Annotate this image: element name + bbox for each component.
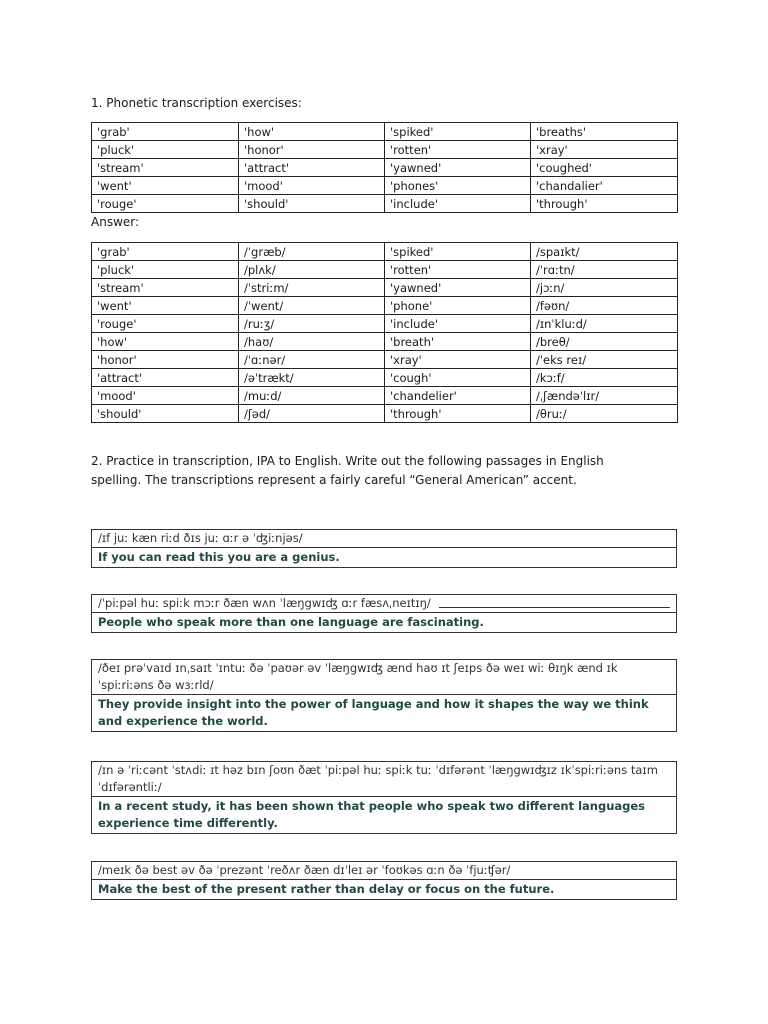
table-cell: 'xray' (385, 351, 531, 369)
table-cell: /ɪnˈkluːd/ (531, 315, 678, 333)
table-cell: 'spiked' (385, 123, 531, 141)
table-cell: 'mood' (92, 387, 239, 405)
passage-english: In a recent study, it has been shown that people who speak two different languages experience time differently. (98, 799, 646, 830)
table-cell: /əˈtrækt/ (239, 369, 385, 387)
table-cell: 'include' (385, 195, 531, 213)
table-cell: /ˌʃændəˈlɪr/ (531, 387, 678, 405)
exercise-table (91, 122, 678, 213)
answer-label: Answer: (91, 215, 140, 229)
table-row (92, 243, 678, 261)
table-cell: /ˈgræb/ (239, 243, 385, 261)
passage-english: They provide insight into the power of language and how it shapes the way we think and experience the world. (98, 697, 649, 728)
table-row (92, 177, 678, 195)
passage-english: Make the best of the present rather than delay or focus on the future. (98, 882, 555, 896)
table-row (92, 351, 678, 369)
passage-box-3 (91, 659, 677, 732)
table-cell: 'phones' (385, 177, 531, 195)
table-cell: 'honor' (92, 351, 239, 369)
table-cell: 'pluck' (92, 141, 239, 159)
passage-english: People who speak more than one language are fascinating. (98, 615, 484, 629)
table-cell: 'went' (92, 177, 239, 195)
table-cell: /ˈwent/ (239, 297, 385, 315)
table-cell: /θruː/ (531, 405, 678, 423)
table-cell: 'spiked' (385, 243, 531, 261)
table-cell: /kɔːf/ (531, 369, 678, 387)
table-cell: 'should' (92, 405, 239, 423)
table-cell: /ruːʒ/ (239, 315, 385, 333)
section1-heading: 1. Phonetic transcription exercises: (91, 96, 302, 110)
passage-ipa: /ðeɪ prəˈvaɪd ɪnˌsaɪt ˈɪntuː ðə ˈpaʊər əv ˈlæŋgwɪʤ ænd haʊ ɪt ʃeɪps ðə weɪ wiː θɪŋk ænd ɪkˈspiːriːəns ðə wɜːrld/ (92, 660, 676, 695)
table-cell: 'mood' (239, 177, 385, 195)
table-cell: 'rouge' (92, 315, 239, 333)
table-cell: 'cough' (385, 369, 531, 387)
table-cell: 'xray' (531, 141, 678, 159)
table-cell: 'yawned' (385, 159, 531, 177)
answer-line (439, 606, 670, 608)
passage-ipa: /ɪn ə ˈriːcənt ˈstʌdiː ɪt həz bɪn ʃoʊn ðæt ˈpiːpəl huː spiːk tuː ˈdɪfərənt ˈlæŋgwɪʤɪz ɪkˈspiːriːəns taɪm ˈdɪfərəntliː/ (92, 762, 676, 797)
table-cell: /ʃəd/ (239, 405, 385, 423)
table-cell: 'pluck' (92, 261, 239, 279)
table-cell: 'rotten' (385, 141, 531, 159)
table-row (92, 297, 678, 315)
table-row (92, 123, 678, 141)
answer-table (91, 242, 678, 423)
table-cell: 'coughed' (531, 159, 678, 177)
passage-box-1 (91, 529, 677, 568)
passage-box-2 (91, 594, 677, 633)
table-cell: 'breaths' (531, 123, 678, 141)
table-cell: 'attract' (92, 369, 239, 387)
table-cell: 'went' (92, 297, 239, 315)
table-cell: 'how' (239, 123, 385, 141)
table-cell: 'yawned' (385, 279, 531, 297)
section2-paragraph: 2. Practice in transcription, IPA to English. Write out the following passages in English spelling. The transcriptions represent a fairly careful “General American” accent. (91, 454, 604, 487)
table-cell: /muːd/ (239, 387, 385, 405)
table-row (92, 315, 678, 333)
table-row (92, 159, 678, 177)
table-row (92, 195, 678, 213)
table-row (92, 333, 678, 351)
table-cell: 'honor' (239, 141, 385, 159)
table-cell: 'stream' (92, 279, 239, 297)
table-row (92, 279, 678, 297)
table-cell: 'should' (239, 195, 385, 213)
table-row (92, 141, 678, 159)
table-cell: 'rouge' (92, 195, 239, 213)
table-cell: 'breath' (385, 333, 531, 351)
passage-english: If you can read this you are a genius. (98, 550, 340, 564)
table-cell: /ˈɑːnər/ (239, 351, 385, 369)
table-cell: 'phone' (385, 297, 531, 315)
passage-ipa-row (92, 595, 676, 613)
passage-ipa: /ɪf juː kæn riːd ðɪs juː ɑːr ə ˈʤiːnjəs/ (92, 530, 676, 548)
passage-box-4 (91, 761, 677, 834)
table-row (92, 405, 678, 423)
table-cell: /plʌk/ (239, 261, 385, 279)
table-cell: 'grab' (92, 123, 239, 141)
passage-box-5 (91, 861, 677, 900)
table-cell: /spaɪkt/ (531, 243, 678, 261)
table-cell: /ˈstriːm/ (239, 279, 385, 297)
table-cell: 'grab' (92, 243, 239, 261)
table-cell: 'how' (92, 333, 239, 351)
table-cell: /ˈrɑːtn/ (531, 261, 678, 279)
table-cell: /breθ/ (531, 333, 678, 351)
table-cell: 'attract' (239, 159, 385, 177)
table-cell: 'chandalier' (531, 177, 678, 195)
table-row (92, 369, 678, 387)
table-cell: 'through' (531, 195, 678, 213)
table-cell: 'chandelier' (385, 387, 531, 405)
passage-ipa: /ˈpiːpəl huː spiːk mɔːr ðæn wʌn ˈlæŋgwɪʤ ɑːr fæsʌˌneɪtɪŋ/ (98, 596, 431, 610)
table-row (92, 261, 678, 279)
passage-ipa: /meɪk ðə best əv ðə ˈprezənt ˈreðʌr ðæn dɪˈleɪ ər ˈfoʊkəs ɑːn ðə ˈfjuːʧər/ (92, 862, 676, 880)
table-cell: 'include' (385, 315, 531, 333)
table-row (92, 387, 678, 405)
table-cell: /jɔːn/ (531, 279, 678, 297)
table-cell: /haʊ/ (239, 333, 385, 351)
table-cell: /ˈeks reɪ/ (531, 351, 678, 369)
table-cell: 'through' (385, 405, 531, 423)
table-cell: /fəʊn/ (531, 297, 678, 315)
table-cell: 'stream' (92, 159, 239, 177)
table-cell: 'rotten' (385, 261, 531, 279)
